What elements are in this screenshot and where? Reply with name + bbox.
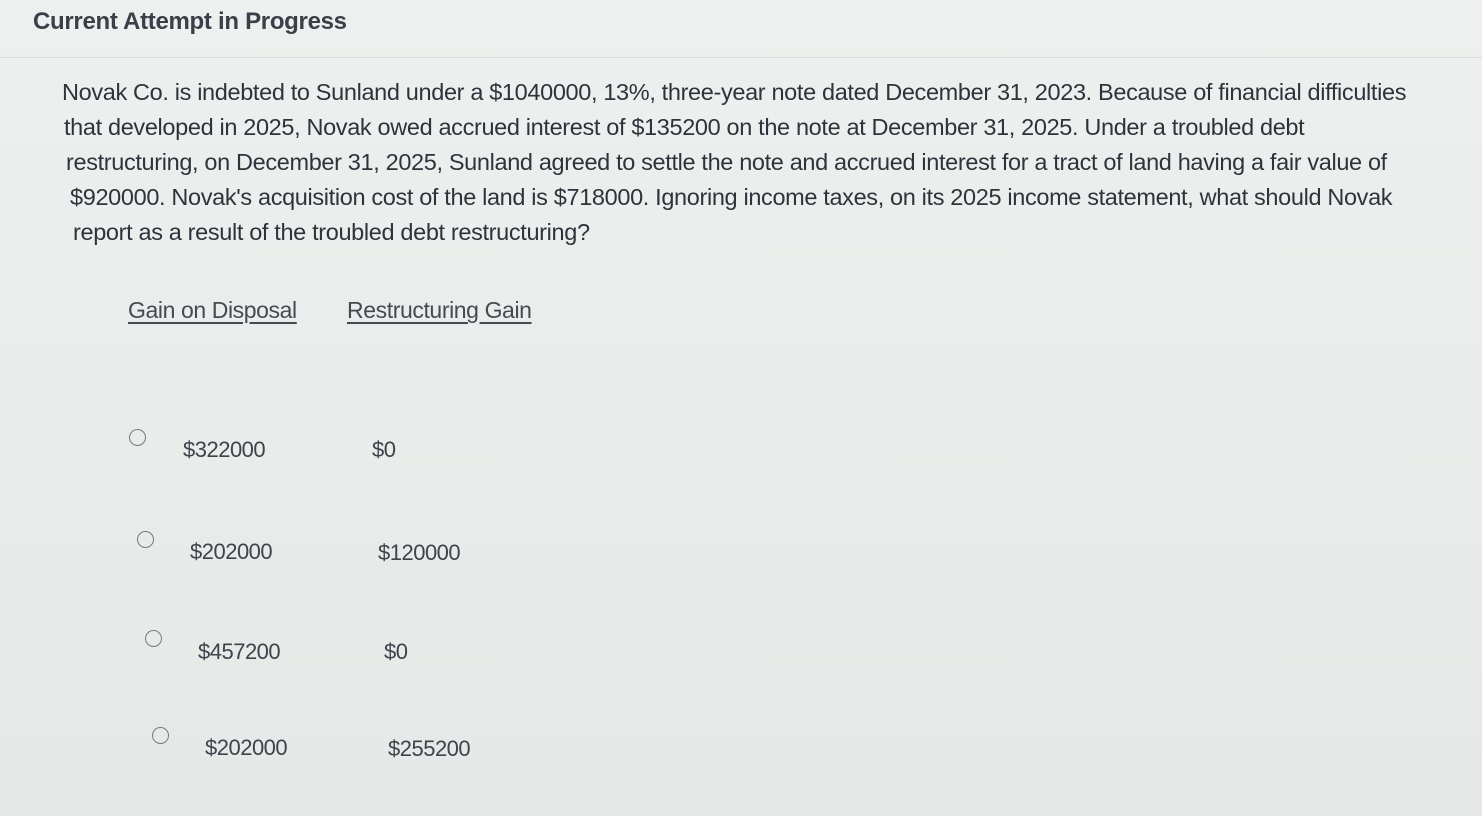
option-2-restructuring-gain: $120000	[378, 540, 461, 565]
option-4-restructuring-gain: $255200	[388, 736, 471, 761]
option-3-radio[interactable]	[145, 630, 162, 647]
question-line: restructuring, on December 31, 2025, Sunland agreed to settle the note and accrued interest for a tract of land having a fair value of	[66, 149, 1387, 175]
option-2-radio[interactable]	[137, 531, 154, 548]
question-line: that developed in 2025, Novak owed accrued interest of $135200 on the note at December 31, 2025. Under a troubled debt	[64, 114, 1305, 140]
question-text	[62, 75, 1472, 250]
attempt-status-title: Current Attempt in Progress	[33, 8, 347, 35]
page-header	[0, 0, 1482, 58]
column-header-gain-on-disposal: Gain on Disposal	[128, 297, 297, 323]
option-4-gain-on-disposal: $202000	[205, 735, 288, 760]
question-line: report as a result of the troubled debt restructuring?	[73, 219, 590, 245]
column-header-restructuring-gain: Restructuring Gain	[347, 297, 532, 323]
option-1-restructuring-gain: $0	[372, 437, 396, 462]
option-3-gain-on-disposal: $457200	[198, 639, 281, 664]
option-1-radio[interactable]	[129, 429, 146, 446]
option-3-restructuring-gain: $0	[384, 639, 408, 664]
question-line: $920000. Novak's acquisition cost of the land is $718000. Ignoring income taxes, on its 2025 income statement, what should Novak	[70, 184, 1393, 210]
option-4-radio[interactable]	[152, 727, 169, 744]
option-2-gain-on-disposal: $202000	[190, 539, 273, 564]
question-line: Novak Co. is indebted to Sunland under a $1040000, 13%, three-year note dated December 31, 2023. Because of financial difficulties	[62, 79, 1407, 105]
option-1-gain-on-disposal: $322000	[183, 437, 266, 462]
